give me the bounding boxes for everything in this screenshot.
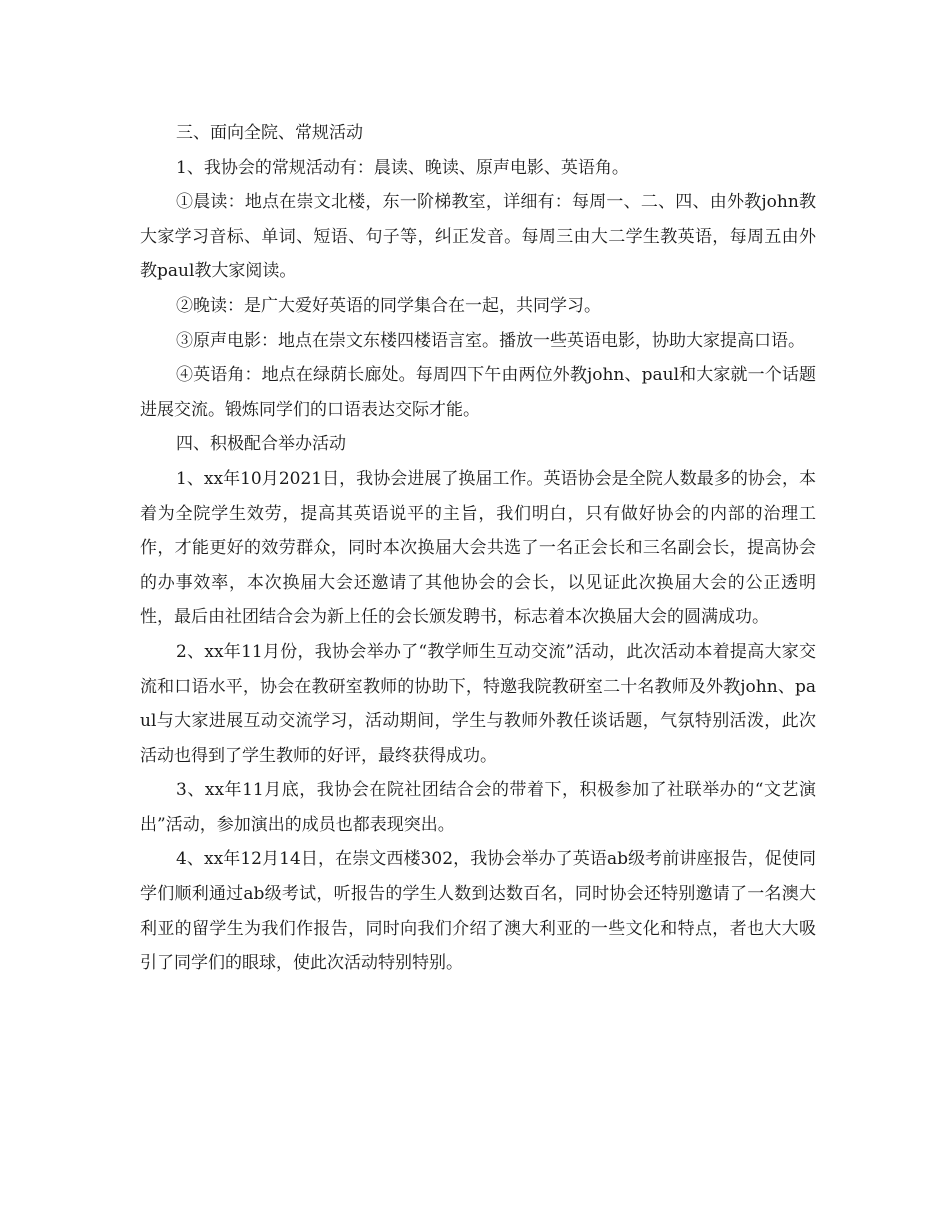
paragraph-evening-reading: ②晚读：是广大爱好英语的同学集合在一起，共同学习。	[176, 295, 601, 316]
section-heading-cooperative-activities: 四、积极配合举办活动	[176, 434, 346, 455]
paragraph-ab-exam-lecture: 4、xx年12月14日，在崇文西楼302，我协会举办了英语ab级考前讲座报告，促使同学们顺利通过ab级考试，听报告的学生人数到达数百名，同时协会还特别邀请了一名澳大利亚的留学生为我们作报告，同时向我们介绍了澳大利亚的一些文化和特点，者也大大吸引了同学们的眼球，使此次活动特别特别。	[140, 849, 816, 974]
paragraph-teacher-student-exchange: 2、xx年11月份，我协会举办了“教学师生互动交流”活动，此次活动本着提高大家交流和口语水平，协会在教研室教师的协助下，特邀我院教研室二十名教师及外教john、paul与大家进展互动交流学习，活动期间，学生与教师外教任谈话题，气氛特别活泼，此次活动也得到了学生教师的好评，最终获得成功。	[140, 641, 816, 766]
paragraph-art-performance: 3、xx年11月底，我协会在院社团结合会的带着下，积极参加了社联举办的“文艺演出”活动，参加演出的成员也都表现突出。	[140, 780, 816, 835]
paragraph-regular-activities-list: 1、我协会的常规活动有：晨读、晚读、原声电影、英语角。	[176, 157, 629, 178]
paragraph-election: 1、xx年10月2021日，我协会进展了换届工作。英语协会是全院人数最多的协会，本着为全院学生效劳，提高其英语说平的主旨，我们明白，只有做好协会的内部的治理工作，才能更好的效劳群众，同时本次换届大会共选了一名正会长和三名副会长，提高协会的办事效率，本次换届大会还邀请了其他协会的会长，以见证此次换届大会的公正透明性，最后由社团结合会为新上任的会长颁发聘书，标志着本次换届大会的圆满成功。	[140, 468, 816, 628]
paragraph-english-corner: ④英语角：地点在绿荫长廊处。每周四下午由两位外教john、paul和大家就一个话题进展交流。锻炼同学们的口语表达交际才能。	[140, 365, 816, 420]
paragraph-original-films: ③原声电影：地点在崇文东楼四楼语言室。播放一些英语电影，协助大家提高口语。	[176, 330, 805, 351]
section-heading-regular-activities: 三、面向全院、常规活动	[176, 123, 363, 143]
paragraph-morning-reading: ①晨读：地点在崇文北楼，东一阶梯教室，详细有：每周一、二、四、由外教john教大家学习音标、单词、短语、句子等，纠正发音。每周三由大二学生教英语，每周五由外教paul教大家阅读。	[140, 192, 816, 282]
document-body	[140, 116, 816, 981]
